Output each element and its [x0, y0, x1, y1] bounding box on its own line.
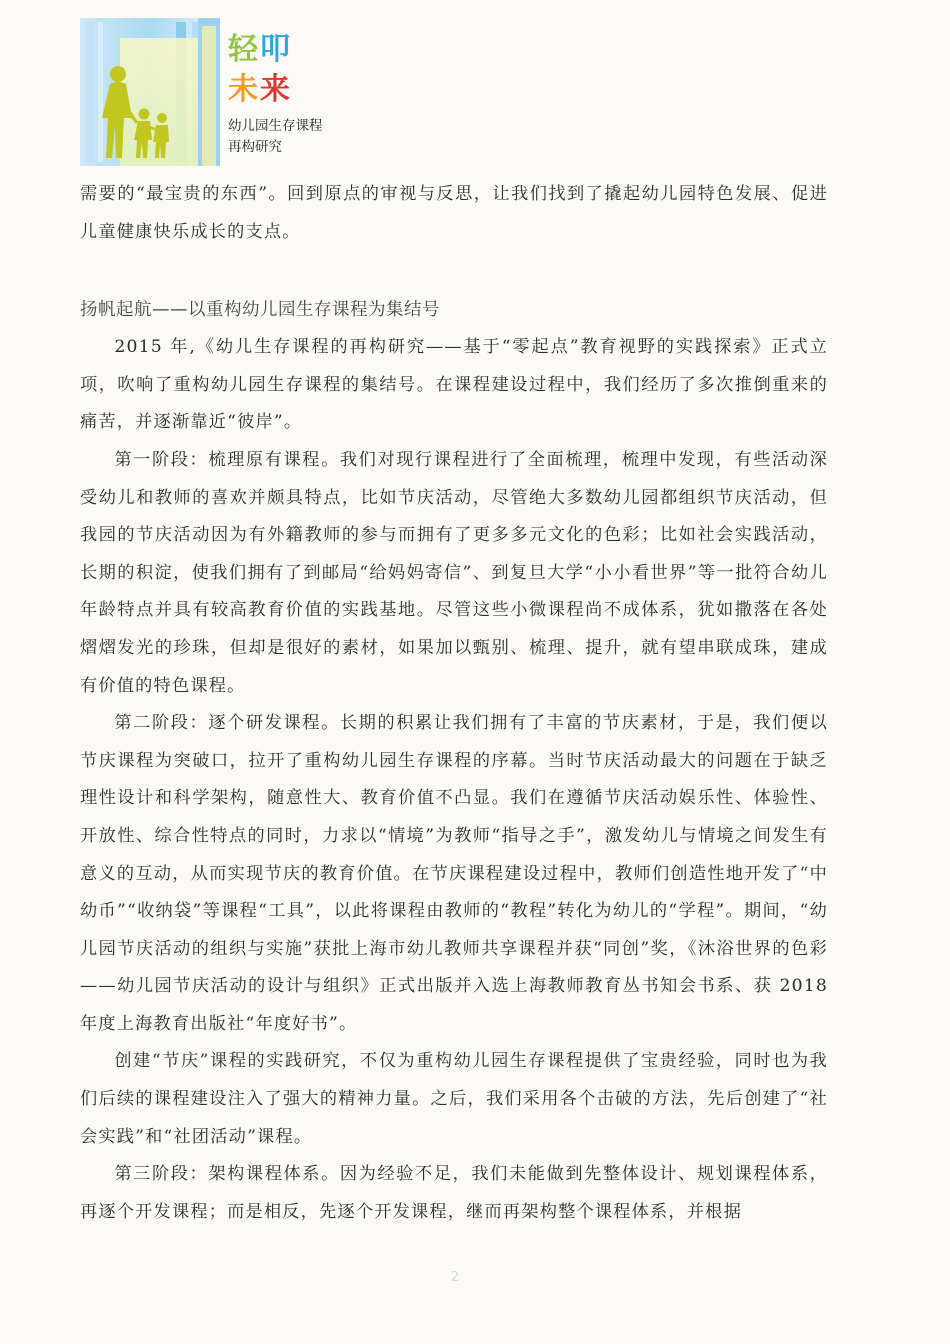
brand-char: 叩	[260, 32, 292, 67]
header	[80, 18, 380, 168]
book-subtitle	[228, 116, 323, 158]
brand-block	[228, 30, 323, 158]
brand-char: 未	[228, 72, 260, 107]
body-paragraph: 第三阶段：架构课程体系。因为经验不足，我们未能做到先整体设计、规划课程体系，再逐个开发课程；而是相反，先逐个开发课程，继而再架构整个课程体系，并根据	[80, 1164, 828, 1222]
page-content	[80, 176, 828, 1231]
subtitle-line-1: 幼儿园生存课程	[228, 118, 323, 134]
brand-line-1	[228, 30, 323, 70]
subtitle-line-2: 再构研究	[228, 139, 282, 155]
brand-char: 来	[260, 72, 292, 107]
family-illustration	[80, 18, 220, 166]
section-heading: 扬帆起航——以重构幼儿园生存课程为集结号	[80, 300, 440, 321]
body-paragraph: 第一阶段：梳理原有课程。我们对现行课程进行了全面梳理，梳理中发现，有些活动深受幼儿和教师的喜欢并颇具特点，比如节庆活动，尽管绝大多数幼儿园都组织节庆活动，但我园的节庆活动因为有外籍教师的参与而拥有了更多多元文化的色彩；比如社会实践活动，长期的积淀，使我们拥有了到邮局“给妈妈寄信”、到复旦大学“小小看世界”等一批符合幼儿年龄特点并具有较高教育价值的实践基地。尽管这些小微课程尚不成体系，犹如撒落在各处熠熠发光的珍珠，但却是很好的素材，如果加以甄别、梳理、提升，就有望串联成珠，建成有价值的特色课程。	[80, 449, 828, 696]
brand-char: 轻	[228, 32, 260, 67]
intro-paragraph: 需要的“最宝贵的东西”。回到原点的审视与反思，让我们找到了撬起幼儿园特色发展、促进儿童健康快乐成长的支点。	[80, 184, 828, 242]
body-paragraph: 2015 年,《幼儿生存课程的再构研究——基于“零起点”教育视野的实践探索》正式立项，吹响了重构幼儿园生存课程的集结号。在课程建设过程中，我们经历了多次推倒重来的痛苦，并逐渐靠近“彼岸”。	[80, 337, 828, 433]
body-paragraph: 第二阶段：逐个研发课程。长期的积累让我们拥有了丰富的节庆素材，于是，我们便以节庆课程为突破口，拉开了重构幼儿园生存课程的序幕。当时节庆活动最大的问题在于缺乏理性设计和科学架构，随意性大、教育价值不凸显。我们在遵循节庆活动娱乐性、体验性、开放性、综合性特点的同时，力求以“情境”为教师“指导之手”，激发幼儿与情境之间发生有意义的互动，从而实现节庆的教育价值。在节庆课程建设过程中，教师们创造性地开发了“中幼币”“收纳袋”等课程“工具”，以此将课程由教师的“教程”转化为幼儿的“学程”。期间，“幼儿园节庆活动的组织与实施”获批上海市幼儿教师共享课程并获“同创”奖，《沐浴世界的色彩——幼儿园节庆活动的设计与组织》正式出版并入选上海教师教育丛书知会书系、获 2018 年度上海教育出版社“年度好书”。	[80, 713, 828, 1034]
page-number: 2	[450, 1270, 460, 1285]
body-paragraph: 创建“节庆”课程的实践研究，不仅为重构幼儿园生存课程提供了宝贵经验，同时也为我们后续的课程建设注入了强大的精神力量。之后，我们采用各个击破的方法，先后创建了“社会实践”和“社团活动”课程。	[80, 1051, 828, 1147]
brand-line-2	[228, 70, 323, 110]
